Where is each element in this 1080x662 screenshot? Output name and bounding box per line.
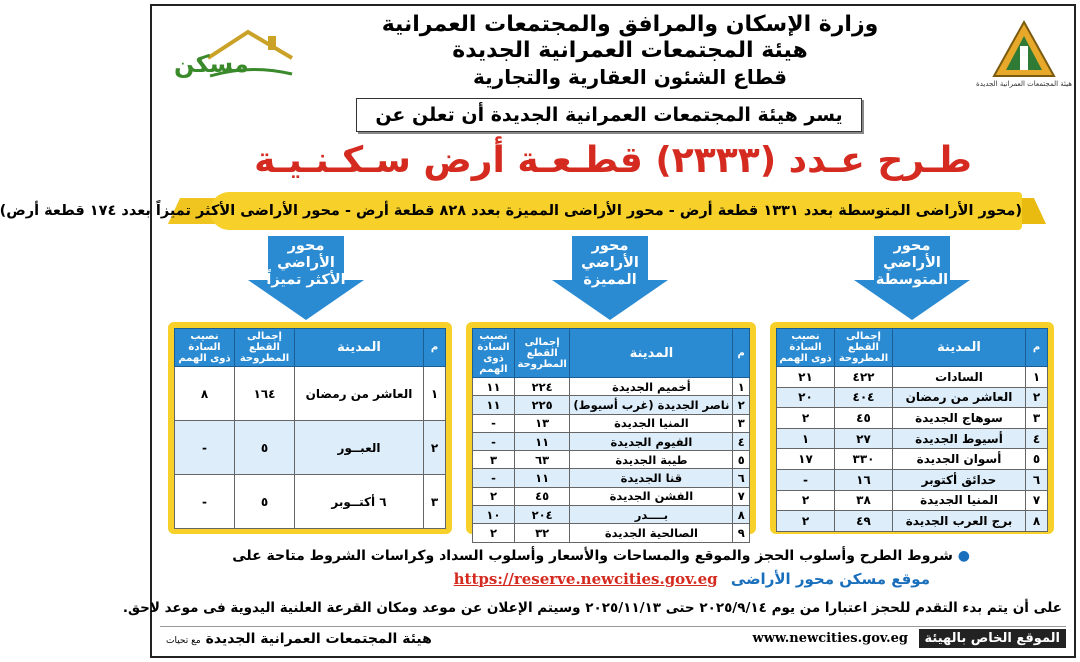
cell-num: ١ — [424, 367, 446, 421]
table-row — [175, 475, 446, 529]
cell-share: ٢٠ — [777, 387, 835, 408]
table-row — [777, 490, 1048, 511]
cell-total: ٥ — [235, 475, 295, 529]
footer — [160, 626, 1066, 652]
table-row — [175, 421, 446, 475]
col-num: م — [733, 329, 750, 378]
cell-city: سوهاج الجديدة — [893, 408, 1026, 429]
col-share: نصيب السادة ذوى الهمم — [777, 329, 835, 367]
cell-share: ١٠ — [473, 506, 515, 524]
cell-share: ٢ — [777, 511, 835, 532]
table-medium-panel — [770, 322, 1054, 534]
cell-total: ١٣ — [514, 414, 570, 432]
cell-share: - — [473, 469, 515, 487]
table-most-panel — [168, 322, 452, 534]
table-most-distinct — [174, 328, 446, 529]
axes-summary-bar: (محور الأراضى المتوسطة بعدد ١٣٣١ قطعة أرض - محور الأراضى المميزة بعدد ٨٢٨ قطعة أرض - محور الأراضى الأكثر تميزاً بعدد ١٧٤ قطعة أرض) — [210, 192, 1022, 230]
cell-share: - — [175, 421, 235, 475]
table-medium — [776, 328, 1048, 532]
cell-city: العبــور — [295, 421, 424, 475]
footer-authority-name: هيئة المجتمعات العمرانية الجديدة — [205, 631, 432, 647]
cell-total: ٣٨ — [835, 490, 893, 511]
table-row — [777, 408, 1048, 429]
site-label: موقع مسكن محور الأراضى — [730, 570, 930, 588]
cell-share: ٢ — [473, 487, 515, 505]
table-row — [777, 367, 1048, 388]
cell-num: ٨ — [733, 506, 750, 524]
cell-city: الفشن الجديدة — [570, 487, 733, 505]
cell-share: ٣ — [473, 451, 515, 469]
col-share: نصيب السادة ذوى الهمم — [175, 329, 235, 367]
table-row — [777, 469, 1048, 490]
cell-total: ١٦ — [835, 469, 893, 490]
table-row — [473, 469, 750, 487]
arrow-label-most-distinct: محور الأراضي الأكثر تميزاً — [266, 238, 346, 288]
conditions-bullet — [190, 546, 970, 566]
cell-share: - — [473, 414, 515, 432]
cell-total: ٢٧ — [835, 428, 893, 449]
cell-num: ٣ — [733, 414, 750, 432]
cell-num: ٢ — [733, 396, 750, 414]
authority-name: هيئة المجتمعات العمرانية الجديدة — [452, 38, 808, 63]
cell-total: ٣٢ — [514, 524, 570, 542]
cell-city: برج العرب الجديدة — [893, 511, 1026, 532]
cell-city: العاشر من رمضان — [893, 387, 1026, 408]
table-row — [473, 506, 750, 524]
footer-website — [753, 631, 1067, 646]
cell-share: - — [175, 475, 235, 529]
cell-total: ٤٥ — [835, 408, 893, 429]
cell-num: ١ — [1026, 367, 1048, 388]
table-row — [777, 387, 1048, 408]
ministry-heading — [320, 12, 940, 90]
cell-total: ١١ — [514, 469, 570, 487]
sector-name: قطاع الشئون العقارية والتجارية — [473, 65, 787, 89]
cell-city: ٦ أكتــوبر — [295, 475, 424, 529]
cell-total: ٤٥ — [514, 487, 570, 505]
cell-total: ١٦٤ — [235, 367, 295, 421]
table-row — [473, 451, 750, 469]
cell-share: ٢ — [777, 408, 835, 429]
footer-authority — [160, 631, 432, 647]
cell-city: الفيوم الجديدة — [570, 432, 733, 450]
cell-total: ٤٠٤ — [835, 387, 893, 408]
cell-share: ٢ — [473, 524, 515, 542]
col-total: إجمالى القطع المطروحة — [835, 329, 893, 367]
cell-total: ٢٠٤ — [514, 506, 570, 524]
cell-total: ٢٢٤ — [514, 378, 570, 396]
offer-title: طـرح عـدد (٢٣٣٣) قطـعـة أرض سـكـنـيـة — [254, 140, 972, 181]
table-row — [473, 432, 750, 450]
cell-total: ٣٣٠ — [835, 449, 893, 470]
cell-share: ١١ — [473, 378, 515, 396]
table-row — [777, 511, 1048, 532]
cell-num: ٨ — [1026, 511, 1048, 532]
footer-web-link[interactable]: www.newcities.gov.eg — [752, 631, 909, 646]
footer-web-label: الموقع الخاص بالهيئة — [919, 629, 1066, 648]
dates-note: على أن يتم بدء التقدم للحجز اعتبارا من يوم ٢٠٢٥/٩/١٤ حتى ٢٠٢٥/١١/١٣ وسيتم الإعلان عن موعد ومكان القرعة العلنية اليدوية فى موعد لاحق. — [122, 600, 1062, 616]
table-row — [473, 487, 750, 505]
cell-num: ٦ — [733, 469, 750, 487]
header — [160, 12, 1072, 92]
table-row — [777, 428, 1048, 449]
col-city: المدينة — [295, 329, 424, 367]
cell-city: المنيا الجديدة — [893, 490, 1026, 511]
cell-city: المنيا الجديدة — [570, 414, 733, 432]
cell-num: ٢ — [1026, 387, 1048, 408]
arrow-label-distinct: محور الأراضي المميزة — [581, 238, 639, 288]
table-distinct-panel — [466, 322, 756, 541]
bullet-icon: ● — [957, 548, 970, 564]
cell-total: ٦٣ — [514, 451, 570, 469]
table-row — [175, 367, 446, 421]
cell-share: ١١ — [473, 396, 515, 414]
cell-total: ٤٩ — [835, 511, 893, 532]
cell-num: ٣ — [1026, 408, 1048, 429]
cell-num: ٤ — [1026, 428, 1048, 449]
cell-city: طيبة الجديدة — [570, 451, 733, 469]
col-city: المدينة — [570, 329, 733, 378]
table-row — [777, 449, 1048, 470]
table-row — [473, 524, 750, 542]
col-num: م — [1026, 329, 1048, 367]
reservation-link[interactable]: https://reserve.newcities.gov.eg — [453, 570, 718, 588]
cell-share: ٢١ — [777, 367, 835, 388]
cell-total: ٢٢٥ — [514, 396, 570, 414]
cell-share: ١٧ — [777, 449, 835, 470]
col-share: نصيب السادة ذوى الهمم — [473, 329, 515, 378]
table-row — [473, 414, 750, 432]
col-total: إجمالى القطع المطروحة — [235, 329, 295, 367]
cell-city: الصالحية الجديدة — [570, 524, 733, 542]
col-total: إجمالى القطع المطروحة — [514, 329, 570, 378]
cell-city: السادات — [893, 367, 1026, 388]
cell-share: - — [473, 432, 515, 450]
announcement-strip: يسر هيئة المجتمعات العمرانية الجديدة أن تعلن عن — [356, 98, 862, 132]
cell-num: ٧ — [1026, 490, 1048, 511]
cell-total: ٤٢٢ — [835, 367, 893, 388]
ncua-logo-icon — [976, 18, 1072, 90]
col-num: م — [424, 329, 446, 367]
cell-city: العاشر من رمضان — [295, 367, 424, 421]
reservation-site-line — [230, 568, 930, 590]
cell-city: أخميم الجديدة — [570, 378, 733, 396]
cell-share: ٨ — [175, 367, 235, 421]
cell-num: ٥ — [733, 451, 750, 469]
cell-share: ٢ — [777, 490, 835, 511]
col-city: المدينة — [893, 329, 1026, 367]
cell-num: ٢ — [424, 421, 446, 475]
arrow-label-medium: محور الأراضي المتوسطة — [875, 238, 949, 288]
cell-num: ٣ — [424, 475, 446, 529]
cell-num: ٥ — [1026, 449, 1048, 470]
maskan-logo-text: مسكن — [174, 50, 249, 78]
cell-num: ٦ — [1026, 469, 1048, 490]
cell-city: قنا الجديدة — [570, 469, 733, 487]
table-distinct — [472, 328, 750, 543]
cell-total: ٥ — [235, 421, 295, 475]
cell-city: حدائق أكتوبر — [893, 469, 1026, 490]
cell-city: ناصر الجديدة (غرب أسيوط) — [570, 396, 733, 414]
cell-total: ١١ — [514, 432, 570, 450]
table-row — [473, 396, 750, 414]
cell-num: ٧ — [733, 487, 750, 505]
cell-city: أسيوط الجديدة — [893, 428, 1026, 449]
ministry-name: وزارة الإسكان والمرافق والمجتمعات العمرانية — [381, 12, 879, 37]
cell-share: ١ — [777, 428, 835, 449]
cell-num: ١ — [733, 378, 750, 396]
ncua-logo-text: هيئة المجتمعات العمرانية الجديدة — [976, 80, 1072, 88]
table-row — [473, 378, 750, 396]
cell-city: أسوان الجديدة — [893, 449, 1026, 470]
cell-city: بــــدر — [570, 506, 733, 524]
conditions-text: شروط الطرح وأسلوب الحجز والموقع والمساحات والأسعار وأسلوب السداد وكراسات الشروط متاحة على — [232, 548, 953, 564]
cell-num: ٤ — [733, 432, 750, 450]
cell-num: ٩ — [733, 524, 750, 542]
footer-greeting: مع تحيات — [166, 636, 201, 646]
cell-share: - — [777, 469, 835, 490]
